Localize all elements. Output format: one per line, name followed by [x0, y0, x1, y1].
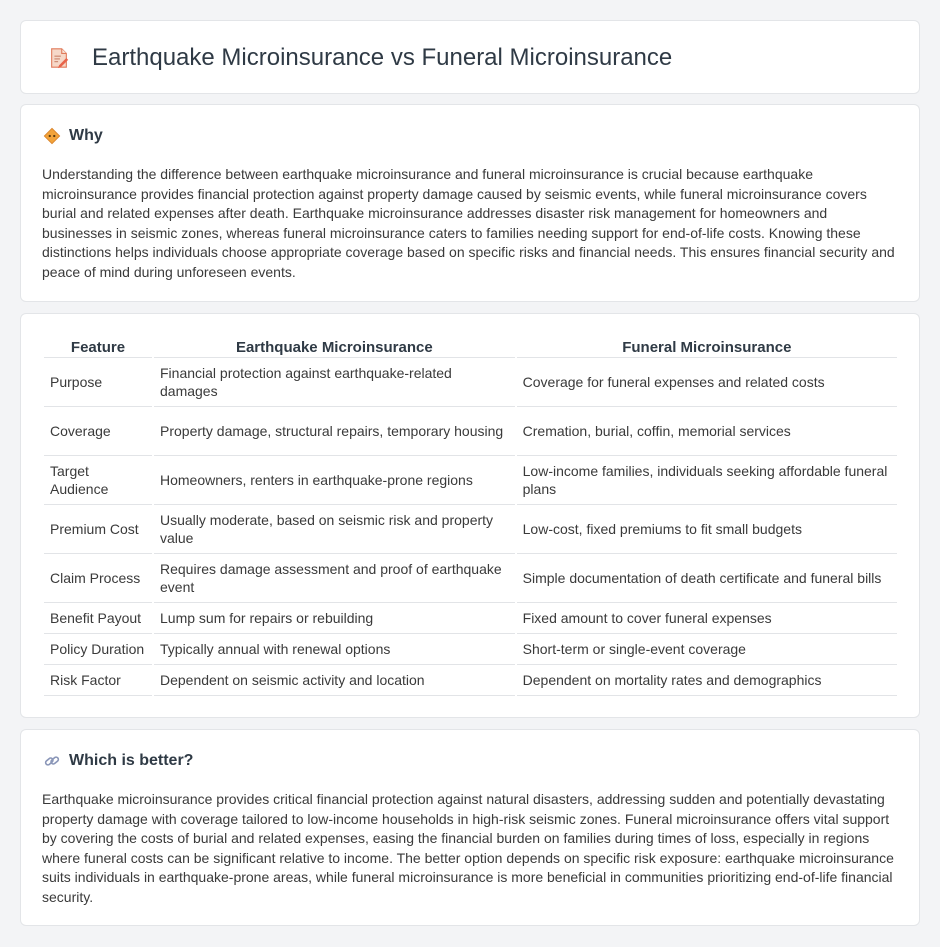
table-row — [44, 456, 897, 505]
page-title: Earthquake Microinsurance vs Funeral Microinsurance — [92, 44, 673, 71]
table-row — [44, 407, 897, 456]
row-feature: Premium Cost — [44, 505, 152, 554]
row-earthquake: Property damage, structural repairs, temporary housing — [154, 407, 515, 456]
table-row — [44, 358, 897, 407]
row-earthquake: Dependent on seismic activity and location — [154, 665, 515, 696]
row-feature: Target Audience — [44, 456, 152, 505]
row-feature: Benefit Payout — [44, 603, 152, 634]
comparison-section — [20, 313, 920, 718]
why-heading: Why — [69, 127, 103, 144]
row-earthquake: Requires damage assessment and proof of earthquake event — [154, 554, 515, 603]
row-feature: Purpose — [44, 358, 152, 407]
warning-diamond-icon — [43, 127, 61, 145]
row-funeral: Dependent on mortality rates and demographics — [517, 665, 897, 696]
row-funeral: Fixed amount to cover funeral expenses — [517, 603, 897, 634]
row-earthquake: Homeowners, renters in earthquake-prone regions — [154, 456, 515, 505]
table-row — [44, 554, 897, 603]
table-row — [44, 505, 897, 554]
row-funeral: Low-cost, fixed premiums to fit small budgets — [517, 505, 897, 554]
comparison-table — [42, 334, 899, 696]
row-earthquake: Lump sum for repairs or rebuilding — [154, 603, 515, 634]
row-earthquake: Financial protection against earthquake-related damages — [154, 358, 515, 407]
table-row — [44, 665, 897, 696]
table-row — [44, 603, 897, 634]
better-heading-row — [43, 752, 193, 770]
row-feature: Policy Duration — [44, 634, 152, 665]
row-feature: Coverage — [44, 407, 152, 456]
table-row — [44, 634, 897, 665]
link-icon — [43, 752, 61, 770]
row-funeral: Short-term or single-event coverage — [517, 634, 897, 665]
row-funeral: Simple documentation of death certificate and funeral bills — [517, 554, 897, 603]
row-feature: Claim Process — [44, 554, 152, 603]
why-section — [20, 104, 920, 302]
row-earthquake: Typically annual with renewal options — [154, 634, 515, 665]
better-section — [20, 729, 920, 926]
why-text: Understanding the difference between earthquake microinsurance and funeral microinsurance is crucial because earthquake microinsurance provides financial protection against property damage caused by seismic events, while funeral microinsurance covers burial and related expenses after death. Earthquake microinsurance addresses disaster risk management for homeowners and businesses in seismic zones, whereas funeral microinsurance caters to families needing support for end-of-life costs. Knowing these distinctions helps individuals choose appropriate coverage based on specific risks and financial needs. This ensures financial security and peace of mind during unforeseen events. — [42, 166, 895, 280]
row-feature: Risk Factor — [44, 665, 152, 696]
title-card — [20, 20, 920, 94]
header-earthquake: Earthquake Microinsurance — [154, 334, 515, 358]
row-funeral: Cremation, burial, coffin, memorial services — [517, 407, 897, 456]
better-text: Earthquake microinsurance provides critical financial protection against natural disasters, addressing sudden and potentially devastating property damage with coverage tailored to low-income households in high-risk seismic zones. Funeral microinsurance offers vital support by covering the costs of burial and related expenses, easing the financial burden on families during times of loss, especially in regions where funeral costs can be significant relative to income. The better option depends on specific risk exposure: earthquake microinsurance suits individuals in earthquake-prone areas, while funeral microinsurance is more beneficial in communities prioritizing end-of-life financial security. — [42, 791, 894, 905]
row-earthquake: Usually moderate, based on seismic risk and property value — [154, 505, 515, 554]
document-pen-icon — [48, 47, 70, 69]
better-heading: Which is better? — [69, 752, 194, 769]
header-funeral: Funeral Microinsurance — [517, 334, 897, 358]
why-heading-row — [43, 127, 103, 145]
table-header-row — [44, 334, 897, 358]
header-feature: Feature — [44, 334, 152, 358]
row-funeral: Coverage for funeral expenses and related costs — [517, 358, 897, 407]
row-funeral: Low-income families, individuals seeking affordable funeral plans — [517, 456, 897, 505]
